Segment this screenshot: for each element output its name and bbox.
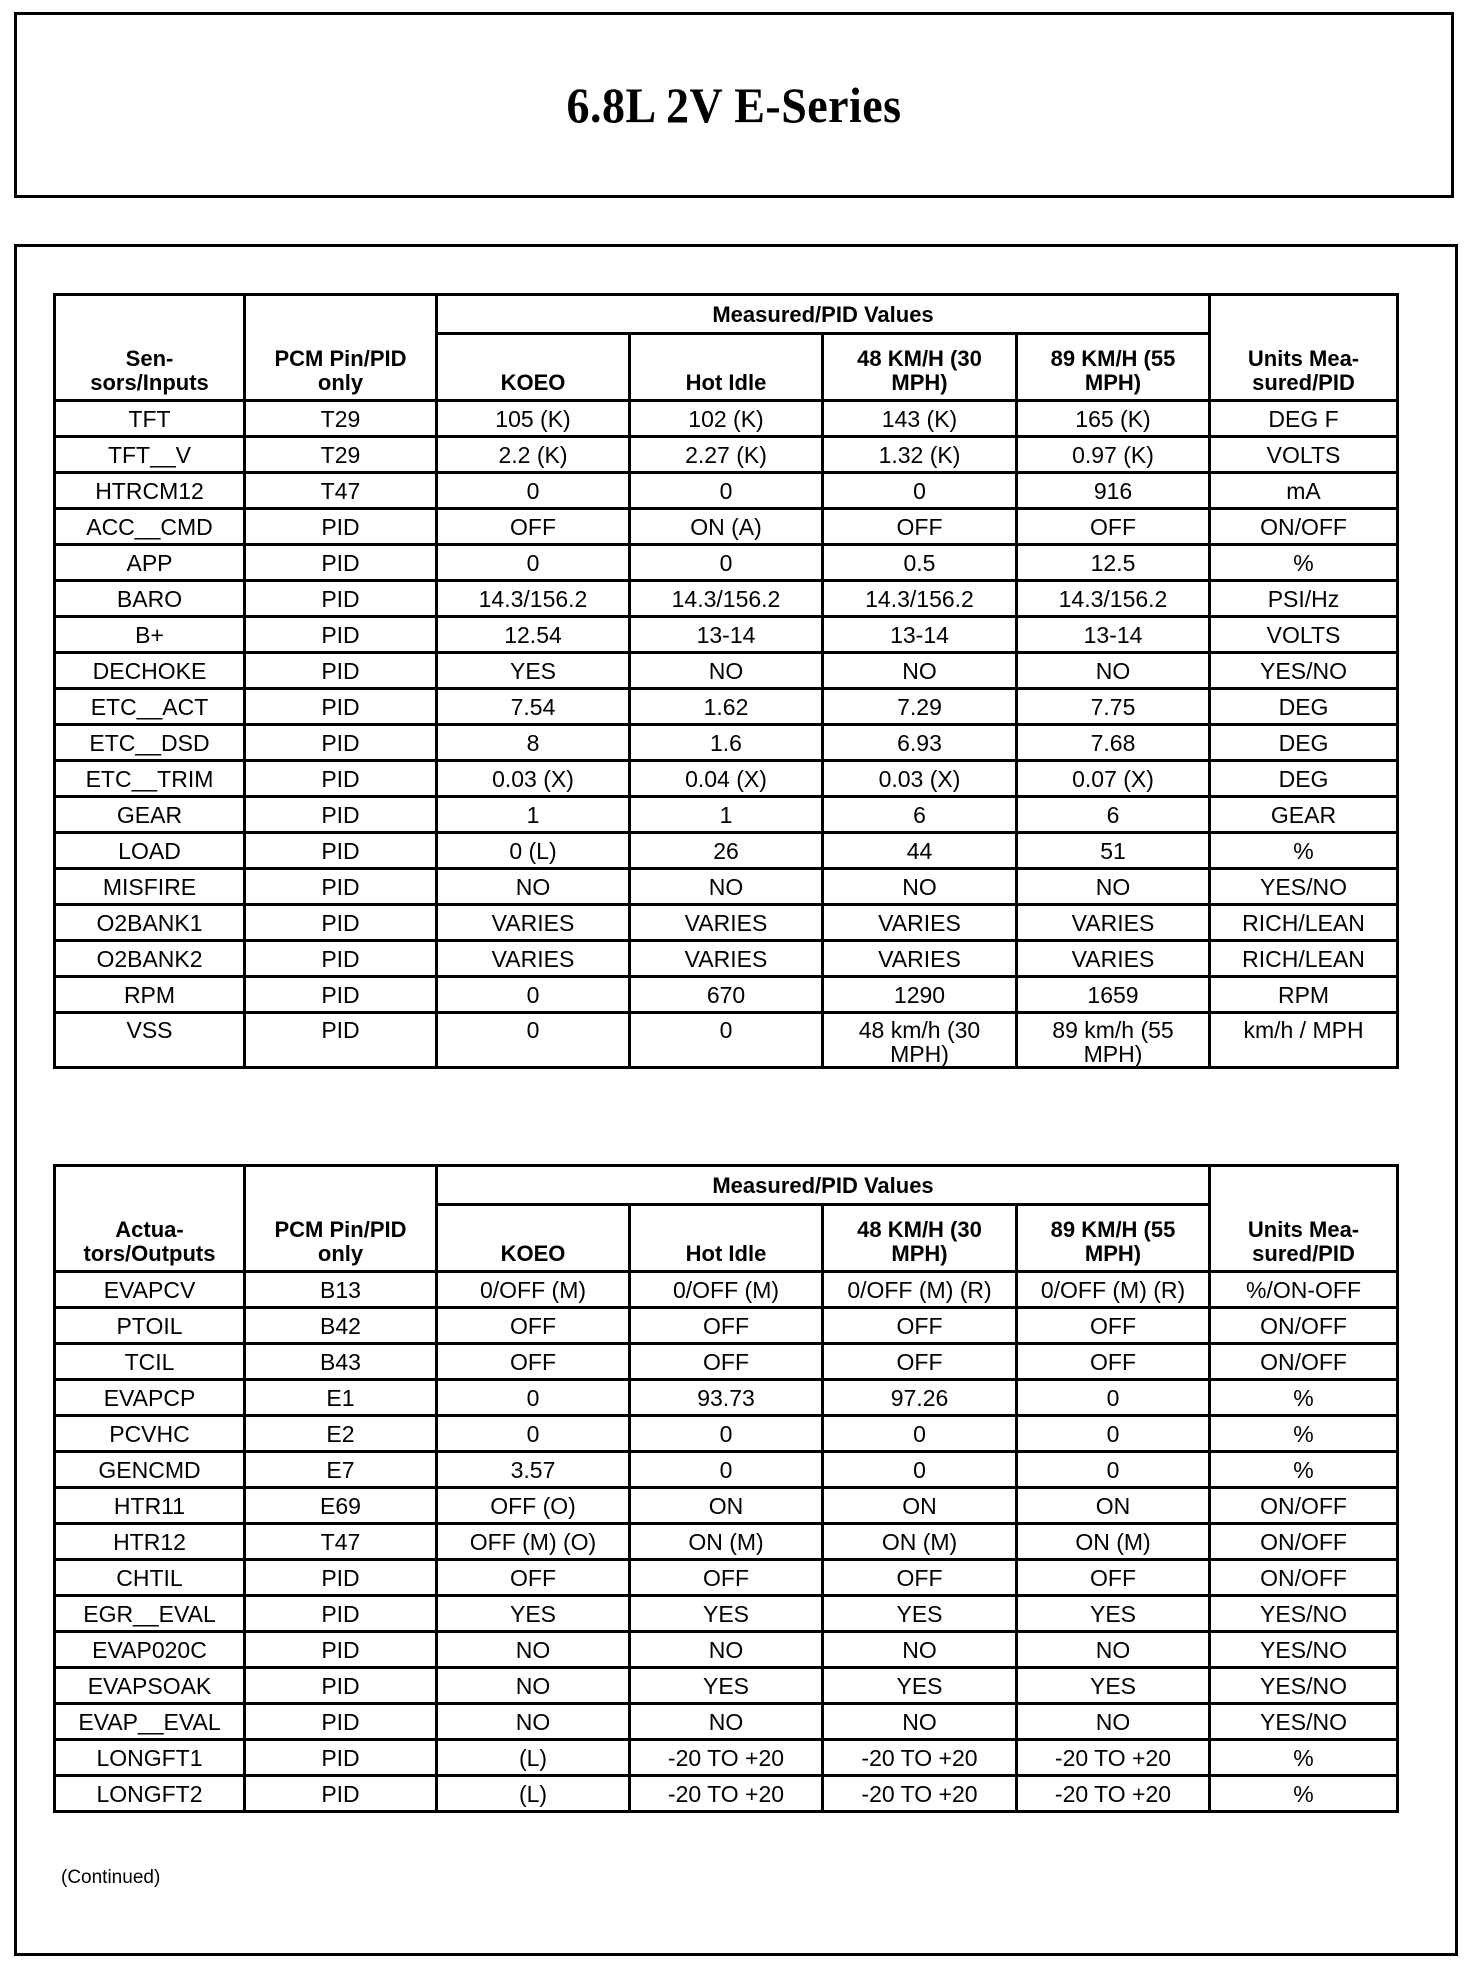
cell-name: O2BANK1 — [55, 905, 245, 941]
cell-hot-idle: -20 TO +20 — [630, 1740, 823, 1776]
cell-units: % — [1210, 1380, 1398, 1416]
header-pcm-pin: PCM Pin/PID only — [245, 1166, 437, 1272]
cell-name: HTR12 — [55, 1524, 245, 1560]
cell-hot-idle: 0 — [630, 1013, 823, 1068]
cell-hot-idle: OFF — [630, 1344, 823, 1380]
table-row — [55, 1013, 1398, 1068]
cell-48kmh: 0 — [823, 1452, 1017, 1488]
cell-hot-idle: ON (A) — [630, 509, 823, 545]
continued-note: (Continued) — [61, 1867, 161, 1888]
cell-48kmh: 0.03 (X) — [823, 761, 1017, 797]
cell-pcm-pin: T29 — [245, 437, 437, 473]
cell-89kmh: 916 — [1017, 473, 1210, 509]
header-units: Units Mea- sured/PID — [1210, 295, 1398, 401]
cell-hot-idle: 670 — [630, 977, 823, 1013]
cell-name: DECHOKE — [55, 653, 245, 689]
cell-units: ON/OFF — [1210, 1344, 1398, 1380]
cell-units: RPM — [1210, 977, 1398, 1013]
cell-name: TCIL — [55, 1344, 245, 1380]
cell-89kmh: 51 — [1017, 833, 1210, 869]
cell-48kmh: YES — [823, 1668, 1017, 1704]
cell-48kmh: ON (M) — [823, 1524, 1017, 1560]
header-89kmh: 89 KM/H (55 MPH) — [1017, 1205, 1210, 1272]
cell-koeo: OFF (M) (O) — [437, 1524, 630, 1560]
cell-koeo: 14.3/156.2 — [437, 581, 630, 617]
cell-name: VSS — [55, 1013, 245, 1068]
title-box — [14, 12, 1454, 198]
cell-name: HTR11 — [55, 1488, 245, 1524]
table-row — [55, 437, 1398, 473]
cell-koeo: 0 — [437, 545, 630, 581]
cell-units: % — [1210, 833, 1398, 869]
cell-koeo: 12.54 — [437, 617, 630, 653]
table-row — [55, 1380, 1398, 1416]
cell-89kmh: YES — [1017, 1668, 1210, 1704]
cell-pcm-pin: PID — [245, 545, 437, 581]
cell-48kmh: 1290 — [823, 977, 1017, 1013]
cell-units: YES/NO — [1210, 1704, 1398, 1740]
header-actuators-outputs: Actua- tors/Outputs — [55, 1166, 245, 1272]
cell-units: YES/NO — [1210, 869, 1398, 905]
cell-units: YES/NO — [1210, 1668, 1398, 1704]
cell-koeo: NO — [437, 869, 630, 905]
cell-name: EGR__EVAL — [55, 1596, 245, 1632]
cell-name: APP — [55, 545, 245, 581]
cell-48kmh: 7.29 — [823, 689, 1017, 725]
cell-pcm-pin: PID — [245, 869, 437, 905]
cell-koeo: 3.57 — [437, 1452, 630, 1488]
cell-koeo: 7.54 — [437, 689, 630, 725]
cell-48kmh: -20 TO +20 — [823, 1776, 1017, 1812]
cell-name: GEAR — [55, 797, 245, 833]
cell-name: LONGFT2 — [55, 1776, 245, 1812]
cell-koeo: (L) — [437, 1740, 630, 1776]
table-row — [55, 1668, 1398, 1704]
table-row — [55, 797, 1398, 833]
cell-89kmh: NO — [1017, 869, 1210, 905]
cell-units: % — [1210, 545, 1398, 581]
cell-koeo: 0/OFF (M) — [437, 1272, 630, 1308]
cell-units: ON/OFF — [1210, 1308, 1398, 1344]
cell-hot-idle: 1 — [630, 797, 823, 833]
cell-name: EVAP__EVAL — [55, 1704, 245, 1740]
cell-89kmh: NO — [1017, 1704, 1210, 1740]
cell-hot-idle: YES — [630, 1596, 823, 1632]
table-row — [55, 401, 1398, 437]
cell-name: ACC__CMD — [55, 509, 245, 545]
cell-48kmh: NO — [823, 1632, 1017, 1668]
cell-pcm-pin: PID — [245, 725, 437, 761]
cell-units: VOLTS — [1210, 617, 1398, 653]
cell-pcm-pin: PID — [245, 581, 437, 617]
cell-koeo: 1 — [437, 797, 630, 833]
cell-pcm-pin: PID — [245, 797, 437, 833]
cell-48kmh: 44 — [823, 833, 1017, 869]
cell-name: EVAPSOAK — [55, 1668, 245, 1704]
cell-units: DEG — [1210, 689, 1398, 725]
cell-48kmh: NO — [823, 869, 1017, 905]
cell-units: ON/OFF — [1210, 1560, 1398, 1596]
cell-hot-idle: 13-14 — [630, 617, 823, 653]
table-row — [55, 1344, 1398, 1380]
cell-48kmh: 0/OFF (M) (R) — [823, 1272, 1017, 1308]
cell-units: YES/NO — [1210, 1632, 1398, 1668]
cell-89kmh: 14.3/156.2 — [1017, 581, 1210, 617]
cell-48kmh: 6.93 — [823, 725, 1017, 761]
cell-koeo: 0 — [437, 977, 630, 1013]
cell-pcm-pin: B42 — [245, 1308, 437, 1344]
page-title: 6.8L 2V E-Series — [566, 77, 902, 133]
cell-89kmh: OFF — [1017, 1308, 1210, 1344]
cell-48kmh: 0.5 — [823, 545, 1017, 581]
cell-name: ETC__ACT — [55, 689, 245, 725]
cell-hot-idle: NO — [630, 653, 823, 689]
cell-hot-idle: YES — [630, 1668, 823, 1704]
cell-89kmh: 0 — [1017, 1380, 1210, 1416]
cell-units: DEG F — [1210, 401, 1398, 437]
cell-units: ON/OFF — [1210, 1524, 1398, 1560]
header-measured-pid-values: Measured/PID Values — [437, 295, 1210, 334]
table-row — [55, 905, 1398, 941]
table-row — [55, 941, 1398, 977]
cell-name: EVAPCP — [55, 1380, 245, 1416]
cell-89kmh: ON (M) — [1017, 1524, 1210, 1560]
cell-48kmh: NO — [823, 653, 1017, 689]
cell-48kmh: OFF — [823, 1308, 1017, 1344]
header-48kmh: 48 KM/H (30 MPH) — [823, 334, 1017, 401]
cell-48kmh: 6 — [823, 797, 1017, 833]
cell-48kmh: 97.26 — [823, 1380, 1017, 1416]
table-row — [55, 473, 1398, 509]
cell-89kmh: VARIES — [1017, 905, 1210, 941]
cell-name: RPM — [55, 977, 245, 1013]
cell-hot-idle: 14.3/156.2 — [630, 581, 823, 617]
table-row — [55, 581, 1398, 617]
cell-hot-idle: OFF — [630, 1560, 823, 1596]
cell-hot-idle: 0/OFF (M) — [630, 1272, 823, 1308]
cell-pcm-pin: PID — [245, 1596, 437, 1632]
cell-hot-idle: VARIES — [630, 905, 823, 941]
cell-hot-idle: 93.73 — [630, 1380, 823, 1416]
cell-48kmh: VARIES — [823, 941, 1017, 977]
cell-name: CHTIL — [55, 1560, 245, 1596]
cell-pcm-pin: PID — [245, 1704, 437, 1740]
cell-pcm-pin: B43 — [245, 1344, 437, 1380]
cell-units: VOLTS — [1210, 437, 1398, 473]
cell-name: BARO — [55, 581, 245, 617]
cell-units: % — [1210, 1740, 1398, 1776]
cell-koeo: OFF — [437, 1344, 630, 1380]
cell-pcm-pin: E69 — [245, 1488, 437, 1524]
cell-48kmh: -20 TO +20 — [823, 1740, 1017, 1776]
cell-koeo: VARIES — [437, 941, 630, 977]
cell-koeo: 105 (K) — [437, 401, 630, 437]
cell-pcm-pin: E1 — [245, 1380, 437, 1416]
cell-units: % — [1210, 1776, 1398, 1812]
table-row — [55, 1560, 1398, 1596]
cell-89kmh: 0 — [1017, 1452, 1210, 1488]
cell-pcm-pin: PID — [245, 689, 437, 725]
sensors-inputs-table — [53, 293, 1399, 1069]
cell-48kmh: 1.32 (K) — [823, 437, 1017, 473]
table-row — [55, 869, 1398, 905]
content-box — [14, 244, 1458, 1956]
cell-name: ETC__DSD — [55, 725, 245, 761]
cell-units: % — [1210, 1452, 1398, 1488]
cell-name: O2BANK2 — [55, 941, 245, 977]
cell-name: HTRCM12 — [55, 473, 245, 509]
cell-89kmh: 89 km/h (55 MPH) — [1017, 1013, 1210, 1068]
cell-koeo: OFF — [437, 1308, 630, 1344]
cell-name: LOAD — [55, 833, 245, 869]
cell-pcm-pin: PID — [245, 1740, 437, 1776]
cell-pcm-pin: PID — [245, 1776, 437, 1812]
cell-hot-idle: NO — [630, 869, 823, 905]
cell-pcm-pin: PID — [245, 833, 437, 869]
table-row — [55, 977, 1398, 1013]
cell-pcm-pin: PID — [245, 761, 437, 797]
cell-units: YES/NO — [1210, 1596, 1398, 1632]
table-row — [55, 1524, 1398, 1560]
cell-units: RICH/LEAN — [1210, 941, 1398, 977]
cell-89kmh: 0.07 (X) — [1017, 761, 1210, 797]
sensors-table-body — [55, 401, 1398, 1068]
cell-48kmh: VARIES — [823, 905, 1017, 941]
cell-hot-idle: 0 — [630, 1452, 823, 1488]
cell-hot-idle: ON — [630, 1488, 823, 1524]
cell-48kmh: ON — [823, 1488, 1017, 1524]
cell-pcm-pin: PID — [245, 977, 437, 1013]
table-row — [55, 1452, 1398, 1488]
cell-koeo: 0 — [437, 473, 630, 509]
cell-pcm-pin: T47 — [245, 1524, 437, 1560]
cell-name: GENCMD — [55, 1452, 245, 1488]
cell-koeo: OFF — [437, 1560, 630, 1596]
cell-koeo: 0 — [437, 1013, 630, 1068]
cell-koeo: NO — [437, 1704, 630, 1740]
table-row — [55, 1416, 1398, 1452]
cell-koeo: NO — [437, 1668, 630, 1704]
cell-89kmh: ON — [1017, 1488, 1210, 1524]
cell-89kmh: 7.68 — [1017, 725, 1210, 761]
cell-name: B+ — [55, 617, 245, 653]
cell-units: km/h / MPH — [1210, 1013, 1398, 1068]
cell-pcm-pin: PID — [245, 941, 437, 977]
cell-48kmh: 14.3/156.2 — [823, 581, 1017, 617]
cell-units: DEG — [1210, 761, 1398, 797]
cell-hot-idle: ON (M) — [630, 1524, 823, 1560]
header-89kmh: 89 KM/H (55 MPH) — [1017, 334, 1210, 401]
cell-hot-idle: VARIES — [630, 941, 823, 977]
cell-89kmh: 12.5 — [1017, 545, 1210, 581]
cell-hot-idle: 1.6 — [630, 725, 823, 761]
cell-hot-idle: 2.27 (K) — [630, 437, 823, 473]
cell-89kmh: OFF — [1017, 1560, 1210, 1596]
cell-units: % — [1210, 1416, 1398, 1452]
cell-units: %/ON-OFF — [1210, 1272, 1398, 1308]
cell-koeo: (L) — [437, 1776, 630, 1812]
cell-units: DEG — [1210, 725, 1398, 761]
header-koeo: KOEO — [437, 334, 630, 401]
cell-48kmh: OFF — [823, 1344, 1017, 1380]
cell-koeo: 8 — [437, 725, 630, 761]
table-row — [55, 1596, 1398, 1632]
cell-units: ON/OFF — [1210, 509, 1398, 545]
cell-hot-idle: 0 — [630, 473, 823, 509]
cell-koeo: 0 (L) — [437, 833, 630, 869]
cell-pcm-pin: E7 — [245, 1452, 437, 1488]
cell-name: EVAP020C — [55, 1632, 245, 1668]
cell-48kmh: OFF — [823, 1560, 1017, 1596]
cell-units: GEAR — [1210, 797, 1398, 833]
header-measured-pid-values: Measured/PID Values — [437, 1166, 1210, 1205]
header-sensors-inputs: Sen- sors/Inputs — [55, 295, 245, 401]
cell-pcm-pin: PID — [245, 653, 437, 689]
cell-89kmh: 0 — [1017, 1416, 1210, 1452]
cell-pcm-pin: T47 — [245, 473, 437, 509]
cell-units: mA — [1210, 473, 1398, 509]
header-koeo: KOEO — [437, 1205, 630, 1272]
cell-pcm-pin: PID — [245, 1668, 437, 1704]
cell-name: ETC__TRIM — [55, 761, 245, 797]
cell-units: RICH/LEAN — [1210, 905, 1398, 941]
cell-hot-idle: 26 — [630, 833, 823, 869]
cell-pcm-pin: PID — [245, 617, 437, 653]
cell-name: LONGFT1 — [55, 1740, 245, 1776]
cell-hot-idle: 102 (K) — [630, 401, 823, 437]
table-row — [55, 1272, 1398, 1308]
table-row — [55, 1704, 1398, 1740]
table-row — [55, 1488, 1398, 1524]
table-row — [55, 617, 1398, 653]
table-row — [55, 689, 1398, 725]
cell-koeo: NO — [437, 1632, 630, 1668]
cell-units: YES/NO — [1210, 653, 1398, 689]
cell-hot-idle: NO — [630, 1632, 823, 1668]
cell-89kmh: -20 TO +20 — [1017, 1776, 1210, 1812]
cell-koeo: YES — [437, 1596, 630, 1632]
cell-koeo: 0 — [437, 1416, 630, 1452]
table-row — [55, 761, 1398, 797]
cell-89kmh: 6 — [1017, 797, 1210, 833]
cell-48kmh: YES — [823, 1596, 1017, 1632]
cell-89kmh: 13-14 — [1017, 617, 1210, 653]
cell-name: PCVHC — [55, 1416, 245, 1452]
header-hot-idle: Hot Idle — [630, 334, 823, 401]
cell-89kmh: 0.97 (K) — [1017, 437, 1210, 473]
table-row — [55, 1308, 1398, 1344]
table-row — [55, 1632, 1398, 1668]
cell-48kmh: 0 — [823, 1416, 1017, 1452]
cell-pcm-pin: E2 — [245, 1416, 437, 1452]
cell-hot-idle: NO — [630, 1704, 823, 1740]
cell-koeo: 0 — [437, 1380, 630, 1416]
cell-89kmh: OFF — [1017, 1344, 1210, 1380]
cell-name: TFT — [55, 401, 245, 437]
table-row — [55, 725, 1398, 761]
cell-pcm-pin: PID — [245, 1013, 437, 1068]
table-row — [55, 653, 1398, 689]
header-hot-idle: Hot Idle — [630, 1205, 823, 1272]
table-row — [55, 1776, 1398, 1812]
cell-koeo: OFF (O) — [437, 1488, 630, 1524]
cell-units: PSI/Hz — [1210, 581, 1398, 617]
cell-name: PTOIL — [55, 1308, 245, 1344]
cell-pcm-pin: T29 — [245, 401, 437, 437]
cell-koeo: 2.2 (K) — [437, 437, 630, 473]
cell-48kmh: 48 km/h (30 MPH) — [823, 1013, 1017, 1068]
actuators-outputs-table — [53, 1164, 1399, 1813]
cell-hot-idle: 0.04 (X) — [630, 761, 823, 797]
cell-89kmh: OFF — [1017, 509, 1210, 545]
cell-89kmh: NO — [1017, 653, 1210, 689]
cell-units: ON/OFF — [1210, 1488, 1398, 1524]
cell-koeo: YES — [437, 653, 630, 689]
cell-pcm-pin: PID — [245, 905, 437, 941]
cell-89kmh: -20 TO +20 — [1017, 1740, 1210, 1776]
cell-pcm-pin: PID — [245, 1632, 437, 1668]
cell-48kmh: NO — [823, 1704, 1017, 1740]
cell-89kmh: 7.75 — [1017, 689, 1210, 725]
cell-pcm-pin: PID — [245, 509, 437, 545]
cell-koeo: VARIES — [437, 905, 630, 941]
table-row — [55, 509, 1398, 545]
cell-pcm-pin: B13 — [245, 1272, 437, 1308]
cell-48kmh: OFF — [823, 509, 1017, 545]
header-48kmh: 48 KM/H (30 MPH) — [823, 1205, 1017, 1272]
cell-48kmh: 13-14 — [823, 617, 1017, 653]
header-units: Units Mea- sured/PID — [1210, 1166, 1398, 1272]
header-pcm-pin: PCM Pin/PID only — [245, 295, 437, 401]
cell-hot-idle: 0 — [630, 1416, 823, 1452]
cell-name: MISFIRE — [55, 869, 245, 905]
cell-name: TFT__V — [55, 437, 245, 473]
cell-89kmh: NO — [1017, 1632, 1210, 1668]
actuators-table-body — [55, 1272, 1398, 1812]
cell-koeo: 0.03 (X) — [437, 761, 630, 797]
cell-koeo: OFF — [437, 509, 630, 545]
cell-89kmh: 1659 — [1017, 977, 1210, 1013]
table-row — [55, 545, 1398, 581]
cell-48kmh: 0 — [823, 473, 1017, 509]
cell-hot-idle: 1.62 — [630, 689, 823, 725]
cell-89kmh: 0/OFF (M) (R) — [1017, 1272, 1210, 1308]
cell-name: EVAPCV — [55, 1272, 245, 1308]
cell-hot-idle: OFF — [630, 1308, 823, 1344]
cell-89kmh: VARIES — [1017, 941, 1210, 977]
cell-hot-idle: -20 TO +20 — [630, 1776, 823, 1812]
cell-89kmh: YES — [1017, 1596, 1210, 1632]
table-row — [55, 833, 1398, 869]
table-row — [55, 1740, 1398, 1776]
cell-89kmh: 165 (K) — [1017, 401, 1210, 437]
cell-48kmh: 143 (K) — [823, 401, 1017, 437]
cell-hot-idle: 0 — [630, 545, 823, 581]
cell-pcm-pin: PID — [245, 1560, 437, 1596]
